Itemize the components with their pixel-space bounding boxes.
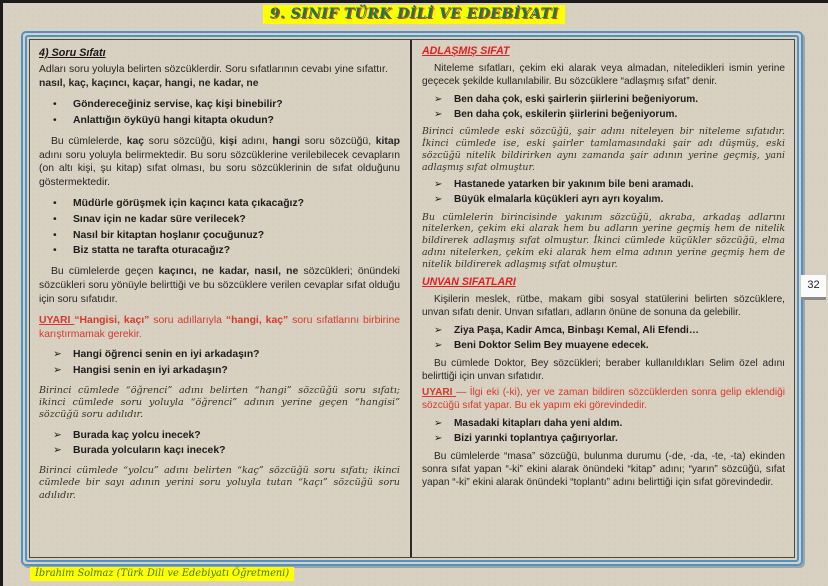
section-heading-soru-sifati: 4) Soru Sıfatı (39, 47, 106, 59)
arrow-bullet-icon: ➢ (434, 324, 443, 336)
list-item-text: Biz statta ne tarafta oturacağız? (73, 245, 231, 257)
list-item (434, 193, 785, 206)
arrow-bullet-icon: ➢ (53, 429, 62, 441)
arrow-bullet-icon: ➢ (434, 93, 443, 105)
text-run: soru sıfatlarını birbirine karıştırmamak gerekir. (39, 314, 401, 340)
text-run: kitap (375, 135, 400, 147)
footer-credit: İbrahim Solmaz (Türk Dili ve Edebiyatı Öğretmeni) (30, 567, 294, 581)
scan-edge-left (0, 0, 3, 586)
text-run: Bu cümlelerde, (51, 135, 127, 147)
text-run: hangi (272, 135, 301, 147)
list-item-text: Göndereceğiniz servise, kaç kişi binebilir? (73, 99, 283, 111)
text-run: kaç (126, 135, 145, 147)
list-item-text: Nasıl bir kitaptan hoşlanır çocuğunuz? (73, 229, 265, 241)
content-box (21, 31, 803, 566)
list-item (53, 364, 400, 378)
bullet-icon: • (53, 213, 57, 225)
example-list (53, 348, 400, 378)
list-item (53, 98, 400, 112)
list-item (434, 339, 785, 352)
text-run: UYARI (39, 314, 75, 326)
list-item (434, 178, 785, 191)
arrow-bullet-icon: ➢ (434, 417, 443, 429)
example-list (434, 93, 785, 121)
warning-paragraph (39, 314, 400, 342)
list-item (53, 197, 400, 211)
text-run: soru sözcüğü, (300, 135, 376, 147)
bullet-icon: • (53, 229, 57, 241)
list-item (53, 114, 400, 128)
page-header (0, 5, 828, 24)
list-item (434, 108, 785, 121)
text-run: Bu cümlelerde geçen (51, 266, 159, 278)
example-list (434, 324, 785, 352)
paragraph-explanation (39, 135, 400, 190)
list-item-text: Hastanede yatarken bir yakınım bile beni aramadı. (454, 179, 694, 191)
text-run: UYARI (422, 386, 457, 398)
warning-paragraph (422, 386, 785, 412)
list-item-text: Hangi öğrenci senin en iyi arkadaşın? (73, 349, 260, 361)
scan-edge-top (0, 0, 828, 3)
list-item-text: Hangisi senin en iyi arkadaşın? (73, 365, 228, 377)
list-item (434, 93, 785, 106)
text-run: kişi (219, 135, 238, 147)
list-item-text: Müdürle görüşmek için kaçıncı kata çıkacağız? (73, 197, 304, 209)
bullet-icon: • (53, 197, 57, 209)
right-column (412, 40, 794, 557)
example-list (53, 429, 400, 459)
arrow-bullet-icon: ➢ (434, 179, 443, 191)
paragraph-intro: Adları soru yoluyla belirten sözcüklerdir. Soru sıfatlarının cevabı yine sıfattır. (39, 64, 388, 76)
paragraph-definition: Niteleme sıfatları, çekim eki alarak veya almadan, niteledikleri ismin yerine geçecek şekilde kullanılabilir. Bu sözcüklere “adlaşmış sıfat” denir. (422, 62, 785, 87)
text-run: “Hangisi, kaçı” (74, 314, 150, 326)
page-title: 9. SINIF TÜRK DİLİ VE EDEBİYATI (263, 5, 565, 24)
arrow-bullet-icon: ➢ (434, 339, 443, 351)
text-run: sözcükleri; önündeki sözcükleri soru yönüyle belirttiği ve bu sözcüklere verilen cevaplar sıfat olduğu için soru sıfatıdır. (39, 266, 400, 305)
text-run: — İlgi eki (-ki), yer ve zaman bildiren sözcüklerden sonra gelip eklendiği sözcüğü sıfat yapar. Bu ek yapım eki görevindedir. (422, 386, 785, 411)
example-list (434, 178, 785, 206)
arrow-bullet-icon: ➢ (53, 365, 62, 377)
example-list (53, 197, 400, 258)
section-heading-unvan-sifatlari: UNVAN SIFATLARI (422, 276, 516, 289)
list-item-text: Sınav için ne kadar süre verilecek? (73, 213, 246, 225)
list-item-text: Anlattığın öyküyü hangi kitapta okudun? (73, 114, 274, 126)
list-item-text: Beni Doktor Selim Bey muayene edecek. (454, 339, 649, 351)
list-item (434, 324, 785, 337)
list-item-text: Masadaki kitapları daha yeni aldım. (454, 417, 623, 429)
arrow-bullet-icon: ➢ (53, 445, 62, 457)
content-box-inner-border (25, 35, 799, 562)
note-paragraph: Birinci cümlede “öğrenci” adını belirten “hangi” sözcüğü soru sıfatı; ikinci cümlede soru yoluyla “öğrenci” adının yerine geçen “hangisi” sözcüğü soru adılıdır. (39, 385, 400, 421)
left-column (30, 40, 412, 557)
list-item-text: Ziya Paşa, Kadir Amca, Binbaşı Kemal, Ali Efendi… (454, 324, 699, 336)
list-item (53, 229, 400, 243)
list-item (53, 244, 400, 258)
section-heading-adlasmis-sifat: ADLAŞMIŞ SIFAT (422, 45, 510, 57)
paragraph-definition: Kişilerin meslek, rütbe, makam gibi sosyal statülerini belirten sözcüklere, unvan sıfatı denir. Unvan sıfatları, adların önüne de sonuna da gelebilir. (422, 293, 785, 318)
example-list (53, 98, 400, 128)
example-list (434, 417, 785, 445)
note-paragraph: Birinci cümlede eski sözcüğü, şair adını niteleyen bir niteleme sıfatıdır. İkinci cümlede ise, eski şairler tamlamasındaki şair adı düşmüş, eski sözcüğü nitelik bildirirken aynı zamanda şair adının yerine geçmiş, yani adlaşmış sıfat olmuştur. (422, 125, 785, 173)
note-paragraph: Bu cümlelerin birincisinde yakınım sözcüğü, akraba, arkadaş adlarını nitelerken, çekim eki alarak hem bu adların yerine geçmiş hem de nitelik bildirerek adlaşmış sıfat olmuştur. İkinci cümlede küçükler sözcüğü, elma adını nitelerken, çekim eki alarak hem elma adının yerine geçmiş hem de nitelik bildirerek adlaşmış sıfat olmuştur. (422, 211, 785, 271)
list-item-text: Ben daha çok, eskilerin şiirlerini beğeniyorum. (454, 108, 678, 120)
list-item (53, 213, 400, 227)
list-item-text: Büyük elmalarla küçükleri ayrı ayrı koyalım. (454, 194, 664, 206)
note-paragraph: Birinci cümlede “yolcu” adını belirten “kaç” sözcüğü soru sıfatı; ikinci cümlede bir sayı adının yerini soru yoluyla tutan “kaçı” sözcüğü soru adılıdır. (39, 465, 400, 501)
list-item (53, 429, 400, 443)
text-run: adını soru yoluyla belirmektedir. Bu soru sözcüklerine verilebilecek cevapların (on altı kişi, şu kitap) sıfat olması, bu soru sözcüklerinin de sıfat olduğunu göstermektedir. (39, 149, 400, 189)
text-run: kaçıncı, ne kadar, nasıl, ne (158, 266, 299, 278)
bullet-icon: • (53, 114, 57, 126)
list-item-text: Burada kaç yolcu inecek? (73, 429, 201, 441)
text-run: soru adıllarıyla (149, 314, 226, 326)
list-item (434, 432, 785, 445)
list-item-text: Bizi yarınki toplantıya çağırıyorlar. (454, 432, 618, 444)
arrow-bullet-icon: ➢ (434, 194, 443, 206)
page-number: 32 (801, 275, 826, 300)
list-item-text: Ben daha çok, eski şairlerin şiirlerini beğeniyorum. (454, 93, 699, 105)
list-item (53, 348, 400, 362)
bullet-icon: • (53, 245, 57, 257)
list-item (53, 444, 400, 458)
list-item (434, 417, 785, 430)
paragraph-question-words: nasıl, kaç, kaçıncı, kaçar, hangi, ne kadar, ne (39, 78, 259, 90)
paragraph-explanation: Bu cümlelerde “masa” sözcüğü, bulunma durumu (-de, -da, -te, -ta) ekinden sonra sıfat yapan “-ki” ekini alarak önündeki “kitap” adını; “yarın” sözcüğü, sıfat yapan “-ki” ekini alarak önündeki “toplantı” adını belirttiği için sıfat görevindedir. (422, 451, 785, 489)
arrow-bullet-icon: ➢ (434, 432, 443, 444)
paragraph-explanation: Bu cümlede Doktor, Bey sözcükleri; beraber kullanıldıkları Selim özel adını belirttiği için unvan sıfatıdır. (422, 357, 785, 382)
content-area (29, 39, 795, 558)
paragraph-explanation (39, 265, 400, 306)
list-item-text: Burada yolcuların kaçı inecek? (73, 445, 226, 457)
arrow-bullet-icon: ➢ (53, 349, 62, 361)
text-run: “hangi, kaç” (225, 314, 289, 326)
bullet-icon: • (53, 99, 57, 111)
text-run: soru sözcüğü, (144, 135, 220, 147)
arrow-bullet-icon: ➢ (434, 108, 443, 120)
text-run: adını, (237, 135, 273, 147)
